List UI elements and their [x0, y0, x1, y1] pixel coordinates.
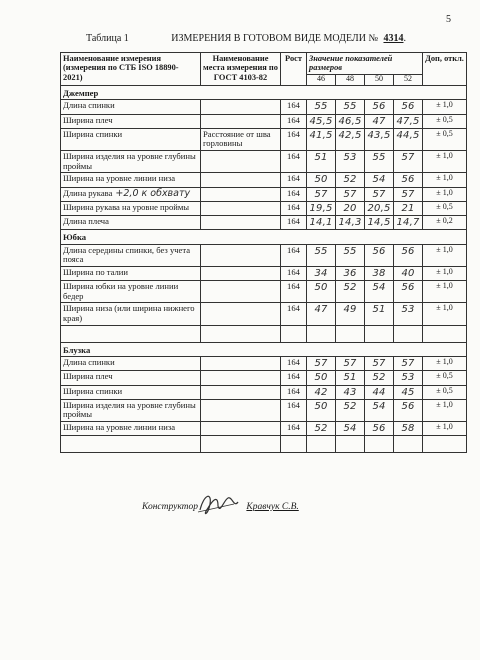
size-value-cell: [394, 215, 423, 229]
size-value-cell: [336, 303, 365, 325]
handwritten-value: 20,5: [367, 202, 391, 214]
handwritten-value: 58: [401, 423, 415, 435]
height-value: 164: [281, 266, 307, 280]
measurement-name: [61, 371, 201, 385]
height-value: 164: [281, 114, 307, 128]
handwritten-value: 41,5: [309, 129, 333, 141]
handwritten-value: 40: [401, 267, 415, 279]
size-value-cell: [307, 201, 336, 215]
table-number: Таблица 1: [86, 33, 129, 44]
height-value: 164: [281, 385, 307, 399]
size-value-cell: [394, 303, 423, 325]
measurement-name: [61, 128, 201, 150]
handwritten-signature: [194, 490, 240, 518]
table-row: [61, 114, 467, 128]
measurement-label: Ширина по талии: [63, 266, 129, 277]
handwritten-value: 56: [372, 245, 386, 257]
handwritten-value: 19,5: [309, 202, 333, 214]
size-value-cell: [336, 201, 365, 215]
handwritten-value: 14,1: [309, 216, 333, 228]
height-value: 164: [281, 128, 307, 150]
handwritten-value: 57: [401, 358, 415, 370]
size-value-cell: [394, 128, 423, 150]
handwritten-value: 55: [314, 101, 328, 113]
tolerance-value: ± 1,0: [423, 151, 467, 173]
size-value-cell: [394, 266, 423, 280]
tolerance-value: ± 1,0: [423, 100, 467, 114]
size-value-cell: [336, 266, 365, 280]
height-value: 164: [281, 244, 307, 266]
size-value-cell: [365, 244, 394, 266]
size-value-cell: [394, 201, 423, 215]
section-title: Джемпер: [61, 85, 467, 100]
measurement-label: Ширина изделия на уровне глубины проймы: [63, 151, 196, 171]
header-tolerance: Доп, откл.: [423, 53, 467, 86]
handwritten-value: 52: [343, 282, 357, 294]
size-value-cell: [307, 399, 336, 421]
tolerance-value: ± 0,5: [423, 201, 467, 215]
handwritten-value: 20: [343, 202, 357, 214]
measurement-name: [61, 100, 201, 114]
handwritten-value: 56: [401, 174, 415, 186]
header-values: Значение показателей размеров: [307, 53, 423, 75]
size-value-cell: [365, 266, 394, 280]
tolerance-value: ± 0,2: [423, 215, 467, 229]
size-value-cell: [365, 385, 394, 399]
section-row: [61, 230, 467, 245]
handwritten-value: 55: [343, 245, 357, 257]
handwritten-value: 52: [343, 400, 357, 412]
handwritten-value: 42: [314, 386, 328, 398]
empty-cell: [201, 436, 281, 453]
size-value-cell: [394, 385, 423, 399]
size-value-cell: [307, 128, 336, 150]
size-value-cell: [394, 100, 423, 114]
empty-row: [61, 325, 467, 342]
empty-cell: [365, 436, 394, 453]
empty-cell: [307, 325, 336, 342]
tolerance-value: ± 1,0: [423, 281, 467, 303]
measurement-label: Длина плеча: [63, 215, 109, 226]
table-row: [61, 173, 467, 187]
section-row: [61, 342, 467, 357]
measurement-name: [61, 173, 201, 187]
handwritten-value: 54: [372, 282, 386, 294]
measurement-place: [201, 215, 281, 229]
handwritten-value: 53: [401, 304, 415, 316]
measurement-place: [201, 357, 281, 371]
measurement-name: [61, 357, 201, 371]
measurement-name: [61, 215, 201, 229]
measurement-name: [61, 281, 201, 303]
table-row: [61, 357, 467, 371]
size-value-cell: [365, 173, 394, 187]
measurement-place: [201, 100, 281, 114]
table-row: [61, 187, 467, 201]
measurement-label: Ширина рукава на уровне проймы: [63, 201, 190, 212]
measurement-name: [61, 151, 201, 173]
measurement-label: Ширина плеч: [63, 371, 113, 382]
handwritten-value: 47: [314, 304, 328, 316]
size-value-cell: [336, 422, 365, 436]
tolerance-value: ± 1,0: [423, 357, 467, 371]
table-body: [61, 85, 467, 452]
handwritten-value: 56: [401, 282, 415, 294]
measurement-label: Ширина юбки на уровне линии бедер: [63, 281, 179, 301]
height-value: 164: [281, 173, 307, 187]
signature-name: Кравчук С.В.: [246, 502, 299, 512]
measurement-name: [61, 422, 201, 436]
handwritten-value: 57: [343, 188, 357, 200]
measurement-label: Ширина спинки: [63, 385, 123, 396]
handwritten-value: 50: [314, 174, 328, 186]
size-value-cell: [307, 151, 336, 173]
tolerance-value: ± 1,0: [423, 187, 467, 201]
size-value-cell: [336, 244, 365, 266]
handwritten-value: 36: [343, 267, 357, 279]
size-value-cell: [307, 266, 336, 280]
handwritten-value: 50: [314, 372, 328, 384]
tolerance-value: ± 0,5: [423, 128, 467, 150]
size-value-cell: [365, 128, 394, 150]
measurement-name: [61, 187, 201, 201]
handwritten-value: 44: [372, 386, 386, 398]
header-height: Рост: [281, 53, 307, 86]
handwritten-value: 55: [343, 101, 357, 113]
handwritten-value: 57: [314, 358, 328, 370]
section-title: Блузка: [61, 342, 467, 357]
handwritten-value: 57: [401, 188, 415, 200]
handwritten-value: 56: [372, 423, 386, 435]
empty-cell: [394, 436, 423, 453]
handwritten-value: 51: [314, 152, 328, 164]
size-value-cell: [336, 114, 365, 128]
table-row: [61, 399, 467, 421]
handwritten-value: 50: [314, 282, 328, 294]
empty-cell: [394, 325, 423, 342]
measurement-name: [61, 201, 201, 215]
height-value: 164: [281, 399, 307, 421]
handwritten-value: 34: [314, 267, 328, 279]
size-value-cell: [394, 151, 423, 173]
size-value-cell: [336, 399, 365, 421]
measurement-name: [61, 399, 201, 421]
size-value-cell: [307, 100, 336, 114]
size-value-cell: [394, 173, 423, 187]
size-value-cell: [307, 173, 336, 187]
header-place: Наименование места измерения по ГОСТ 4103-82: [201, 53, 281, 86]
measurement-place: [201, 371, 281, 385]
size-value-cell: [365, 114, 394, 128]
tolerance-value: ± 1,0: [423, 173, 467, 187]
handwritten-value: 54: [372, 174, 386, 186]
size-value-cell: [336, 173, 365, 187]
size-value-cell: [394, 399, 423, 421]
size-value-cell: [365, 281, 394, 303]
handwritten-value: 38: [372, 267, 386, 279]
empty-cell: [281, 436, 307, 453]
handwritten-value: 21: [401, 202, 415, 214]
handwritten-value: 55: [314, 245, 328, 257]
height-value: 164: [281, 281, 307, 303]
caption-dot: .: [403, 33, 406, 44]
handwritten-value: 57: [401, 152, 415, 164]
handwritten-value: 57: [372, 188, 386, 200]
size-value-cell: [336, 371, 365, 385]
empty-cell: [281, 325, 307, 342]
size-value-cell: [336, 357, 365, 371]
handwritten-value: 54: [343, 423, 357, 435]
size-value-cell: [365, 422, 394, 436]
height-value: 164: [281, 151, 307, 173]
size-value-cell: [307, 281, 336, 303]
size-value-cell: [307, 422, 336, 436]
section-title: Юбка: [61, 230, 467, 245]
tolerance-value: ± 0,5: [423, 371, 467, 385]
handwritten-value: 49: [343, 304, 357, 316]
measurement-place: [201, 244, 281, 266]
tolerance-value: ± 1,0: [423, 266, 467, 280]
measurement-name: [61, 266, 201, 280]
measurement-place: [201, 151, 281, 173]
empty-cell: [423, 436, 467, 453]
size-value-cell: [365, 371, 394, 385]
height-value: 164: [281, 201, 307, 215]
size-48: 48: [336, 74, 365, 85]
size-value-cell: [336, 100, 365, 114]
handwritten-value: 53: [343, 152, 357, 164]
size-value-cell: [365, 151, 394, 173]
handwritten-value: 42,5: [338, 129, 362, 141]
height-value: 164: [281, 187, 307, 201]
table-row: [61, 215, 467, 229]
measurements-table: [60, 52, 467, 453]
page-number: 5: [446, 14, 451, 25]
handwritten-value: 14,5: [367, 216, 391, 228]
size-value-cell: [365, 357, 394, 371]
size-value-cell: [307, 303, 336, 325]
handwritten-value: 47: [372, 115, 386, 127]
handwritten-value: 57: [372, 358, 386, 370]
size-value-cell: [365, 399, 394, 421]
size-value-cell: [365, 187, 394, 201]
handwritten-value: 44,5: [396, 129, 420, 141]
empty-cell: [336, 325, 365, 342]
table-row: [61, 281, 467, 303]
measurement-place: [201, 266, 281, 280]
handwritten-value: 57: [343, 358, 357, 370]
size-value-cell: [365, 215, 394, 229]
handwritten-value: 55: [372, 152, 386, 164]
size-value-cell: [336, 151, 365, 173]
size-value-cell: [394, 244, 423, 266]
tolerance-value: ± 0,5: [423, 385, 467, 399]
measurement-label: Длина спинки: [63, 357, 115, 368]
measurement-label: Ширина низа (или ширина нижнего края): [63, 303, 195, 323]
height-value: 164: [281, 303, 307, 325]
table-row: [61, 422, 467, 436]
size-value-cell: [365, 201, 394, 215]
size-value-cell: [394, 357, 423, 371]
measurement-label: Ширина изделия на уровне глубины проймы: [63, 399, 196, 420]
size-value-cell: [336, 128, 365, 150]
handwritten-value: 51: [372, 304, 386, 316]
measurement-place: [201, 114, 281, 128]
size-value-cell: [336, 281, 365, 303]
table-row: [61, 385, 467, 399]
handwritten-value: 57: [314, 188, 328, 200]
size-value-cell: [394, 371, 423, 385]
table-row: [61, 303, 467, 325]
size-value-cell: [336, 215, 365, 229]
measurement-place: [201, 173, 281, 187]
size-value-cell: [365, 303, 394, 325]
measurement-name: [61, 114, 201, 128]
size-value-cell: [307, 114, 336, 128]
size-value-cell: [394, 187, 423, 201]
size-value-cell: [394, 114, 423, 128]
size-value-cell: [307, 244, 336, 266]
handwritten-value: 51: [343, 372, 357, 384]
handwritten-value: 53: [401, 372, 415, 384]
tolerance-value: ± 1,0: [423, 303, 467, 325]
model-number: 4314: [383, 33, 404, 44]
measurement-place: Расстояние от шва горловины: [201, 128, 281, 150]
measurement-name: [61, 385, 201, 399]
measurement-label: Ширина плеч: [63, 114, 113, 125]
measurement-label: Длина рукава: [63, 187, 113, 198]
size-value-cell: [307, 371, 336, 385]
empty-cell: [61, 325, 201, 342]
measurement-place: [201, 281, 281, 303]
handwritten-value: 47,5: [396, 115, 420, 127]
table-row: [61, 201, 467, 215]
handwritten-value: 45: [401, 386, 415, 398]
measurement-label: Ширина на уровне линии низа: [63, 173, 176, 184]
header-name: Наименование измерения (измерения по СТБ ISO 18890-2021): [61, 53, 201, 86]
tolerance-value: ± 1,0: [423, 399, 467, 421]
handwritten-value: 56: [372, 101, 386, 113]
handwritten-value: 52: [343, 174, 357, 186]
section-row: [61, 85, 467, 100]
measurement-place: [201, 385, 281, 399]
empty-cell: [336, 436, 365, 453]
tolerance-value: ± 1,0: [423, 422, 467, 436]
measurement-name: [61, 303, 201, 325]
measurement-place: [201, 303, 281, 325]
measurement-label: Длина спинки: [63, 100, 115, 111]
size-46: 46: [307, 74, 336, 85]
measurement-place: [201, 399, 281, 421]
table-row: [61, 266, 467, 280]
size-value-cell: [394, 281, 423, 303]
size-value-cell: [336, 187, 365, 201]
table-row: [61, 151, 467, 173]
handwritten-note: +2,0 к обхвату: [115, 187, 191, 199]
measurement-label: Ширина на уровне линии низа: [63, 422, 176, 433]
size-value-cell: [307, 215, 336, 229]
measurement-label: Ширина спинки: [63, 128, 123, 139]
size-value-cell: [307, 187, 336, 201]
handwritten-value: 43: [343, 386, 357, 398]
tolerance-value: ± 1,0: [423, 244, 467, 266]
handwritten-value: 56: [401, 400, 415, 412]
handwritten-value: 45,5: [309, 115, 333, 127]
size-value-cell: [307, 385, 336, 399]
height-value: 164: [281, 357, 307, 371]
height-value: 164: [281, 422, 307, 436]
handwritten-value: 46,5: [338, 115, 362, 127]
handwritten-value: 43,5: [367, 129, 391, 141]
table-row: [61, 371, 467, 385]
empty-row: [61, 436, 467, 453]
handwritten-value: 14,7: [396, 216, 420, 228]
measurement-name: [61, 244, 201, 266]
handwritten-value: 54: [372, 400, 386, 412]
size-value-cell: [394, 422, 423, 436]
handwritten-value: 52: [372, 372, 386, 384]
measurement-place: [201, 187, 281, 201]
table-row: [61, 128, 467, 150]
handwritten-value: 56: [401, 245, 415, 257]
height-value: 164: [281, 371, 307, 385]
signature-role: Конструктор: [142, 502, 199, 512]
height-value: 164: [281, 100, 307, 114]
table-title: ИЗМЕРЕНИЯ В ГОТОВОМ ВИДЕ МОДЕЛИ №: [171, 33, 378, 44]
size-value-cell: [365, 100, 394, 114]
table-row: [61, 244, 467, 266]
empty-cell: [61, 436, 201, 453]
measurement-label: Длина середины спинки, без учета пояса: [63, 244, 191, 265]
handwritten-value: 52: [314, 423, 328, 435]
handwritten-value: 50: [314, 400, 328, 412]
measurement-place: [201, 422, 281, 436]
height-value: 164: [281, 215, 307, 229]
measurement-place: [201, 201, 281, 215]
empty-cell: [365, 325, 394, 342]
empty-cell: [307, 436, 336, 453]
handwritten-value: 56: [401, 101, 415, 113]
empty-cell: [201, 325, 281, 342]
tolerance-value: ± 0,5: [423, 114, 467, 128]
size-value-cell: [336, 385, 365, 399]
size-value-cell: [307, 357, 336, 371]
size-50: 50: [365, 74, 394, 85]
handwritten-value: 14,3: [338, 216, 362, 228]
table-row: [61, 100, 467, 114]
empty-cell: [423, 325, 467, 342]
table-caption: [86, 33, 406, 44]
size-52: 52: [394, 74, 423, 85]
